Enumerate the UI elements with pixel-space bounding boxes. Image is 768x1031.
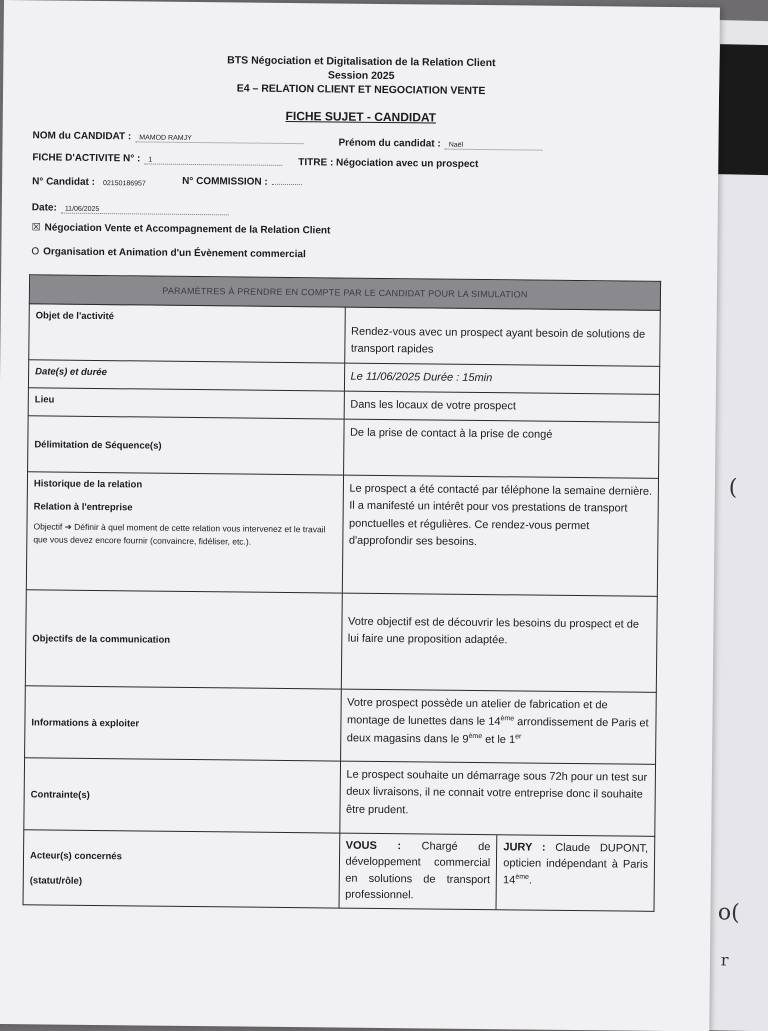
acteurs-sub: (statut/rôle) xyxy=(29,874,83,887)
table-row xyxy=(28,415,660,478)
row-value: Rendez-vous avec un prospect ayant besoin de solutions de transport rapides xyxy=(344,307,660,366)
prenom-label: Prénom du candidat : xyxy=(338,137,441,150)
titre-field: TITRE : Négociation avec un prospect xyxy=(298,157,479,170)
table-row xyxy=(25,685,657,764)
fiche-title: FICHE SUJET - CANDIDAT xyxy=(285,108,437,125)
table-row xyxy=(23,829,655,911)
row-value: Le 11/06/2025 Durée : 15min xyxy=(344,363,660,394)
handwriting-mark: o( xyxy=(717,900,740,926)
relation-label: Relation à l'entreprise xyxy=(33,500,133,513)
date-field xyxy=(32,202,229,215)
row-label: Informations à exploiter xyxy=(25,685,341,760)
table-row xyxy=(29,304,661,367)
date-value: 11/06/2025 xyxy=(61,206,229,216)
parametres-table xyxy=(23,274,662,911)
objectif-note: Objectif ➔ Définir à quel moment de cette relation vous intervenez et le travail que vous devez encore fournir (convaincre, fidéliser, etc.). xyxy=(33,520,326,547)
dark-fold xyxy=(717,44,768,175)
commission-value xyxy=(272,184,302,185)
commission-field xyxy=(182,176,302,188)
jury-cell: JURY : Claude DUPONT, opticien indépendant à Paris 14ème. xyxy=(496,835,655,911)
header-line-1: BTS Négociation et Digitalisation de la Relation Client xyxy=(227,54,496,70)
row-label: Contrainte(s) xyxy=(24,757,340,832)
prenom-value: Naël xyxy=(445,142,543,151)
date-label: Date: xyxy=(31,202,57,214)
handwriting-mark: r xyxy=(720,950,729,970)
fiche-label: FICHE D'ACTIVITE N° : xyxy=(32,152,141,165)
option-label: Organisation et Animation d'un Évènement commercial xyxy=(43,246,306,261)
vous-cell: VOUS : Chargé de développement commercial en solutions de transport professionnel. xyxy=(345,839,491,902)
handwriting-mark: ( xyxy=(728,475,738,501)
option-evenement[interactable] xyxy=(31,246,306,260)
historique-label: Historique de la relation xyxy=(33,477,143,491)
row-label-group xyxy=(26,471,343,592)
row-label-group xyxy=(23,829,339,907)
option-label: Négociation Vente et Accompagnement de la Relation Client xyxy=(44,222,331,237)
row-label: Objet de l'activité xyxy=(29,304,345,363)
nom-label: NOM du CANDIDAT : xyxy=(32,130,132,143)
acteurs-value xyxy=(339,833,655,911)
header-session: Session 2025 xyxy=(327,69,395,83)
row-label: Objectifs de la communication xyxy=(25,589,341,688)
row-value: Le prospect a été contacté par téléphone la semaine dernière. Il a manifesté un intérêt pour vos prestations de transport ponctuelles et régulières. Ce rendez-vous permet d'approfondir ses besoins. xyxy=(342,475,659,596)
acteurs-label: Acteur(s) concernés xyxy=(29,849,122,862)
commission-label: N° COMMISSION : xyxy=(182,175,268,188)
row-value: Votre objectif est de découvrir les besoins du prospect et de lui faire une proposition adaptée. xyxy=(341,593,657,692)
prenom-field xyxy=(338,138,542,151)
nom-field xyxy=(33,130,304,144)
option-negociation[interactable] xyxy=(32,222,331,236)
fiche-value: 1 xyxy=(144,156,282,165)
candidat-field xyxy=(32,176,150,188)
candidat-label: N° Candidat : xyxy=(32,176,96,188)
row-value: Le prospect souhaite un démarrage sous 72h pour un test sur deux livraisons, il ne connait votre entreprise donc il souhaite être prudent. xyxy=(339,761,655,836)
row-label: Date(s) et durée xyxy=(28,360,344,391)
fiche-field xyxy=(32,152,282,166)
row-value: De la prise de contact à la prise de congé xyxy=(343,419,659,478)
nom-value: MAMOD RAMJY xyxy=(135,134,303,144)
table-row xyxy=(25,589,657,692)
header-epreuve: E4 – RELATION CLIENT ET NEGOCIATION VENTE xyxy=(236,82,486,98)
row-label: Lieu xyxy=(28,388,344,419)
checkbox-checked-icon[interactable]: ☒ xyxy=(31,222,41,234)
row-value: Dans les locaux de votre prospect xyxy=(344,391,660,422)
candidat-value: 02150186957 xyxy=(102,180,146,188)
radio-empty-icon[interactable]: O xyxy=(31,246,40,258)
table-row xyxy=(24,757,656,836)
table-row xyxy=(26,471,658,596)
row-label: Délimitation de Séquence(s) xyxy=(28,415,344,474)
row-value: Votre prospect possède un atelier de fabrication et de montage de lunettes dans le 14ème arrondissement de Paris et deux magasins dans le 9ème et le 1er xyxy=(340,689,656,764)
table-header-band: PARAMÈTRES À PRENDRE EN COMPTE PAR LE CANDIDAT POUR LA SIMULATION xyxy=(29,275,660,311)
